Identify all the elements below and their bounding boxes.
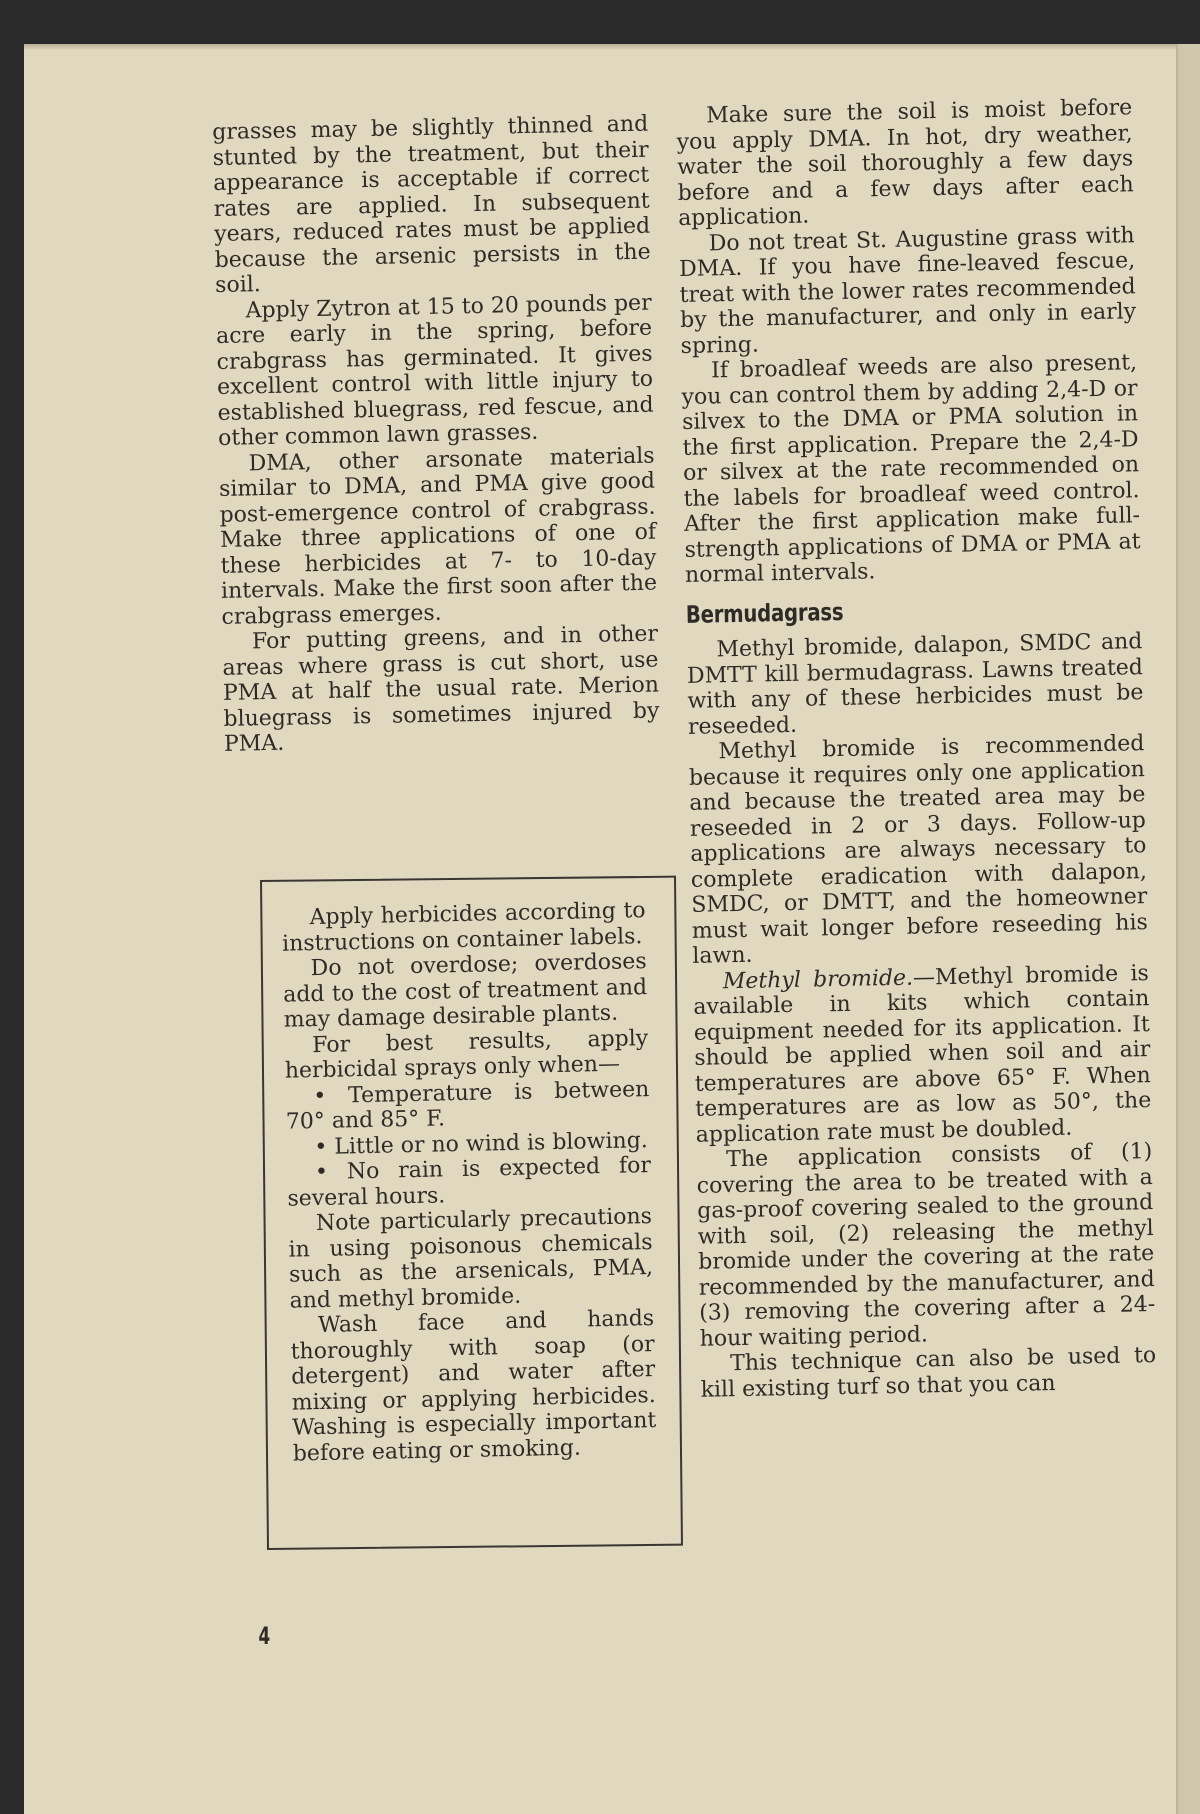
notice-paragraph: Note particularly precautions in using poisonous chemicals such as the arsenicals, PMA, and methyl bromide. (288, 1204, 654, 1314)
paragraph: Apply Zytron at 15 to 20 pounds per acre early in the spring, before crabgrass has germinated. It gives excellent control with little injury to established bluegrass, red fescue, and other common lawn grasses. (215, 290, 654, 451)
notice-bullet: • Temperature is between 70° and 85° F. (285, 1076, 650, 1135)
page-number: 4 (258, 1622, 271, 1650)
notice-paragraph: For best results, apply herbicidal sprays only when— (284, 1025, 649, 1084)
paragraph: For putting greens, and in other areas where grass is cut short, use PMA at half the usual rate. Merion bluegrass is sometimes injured by PMA. (222, 621, 660, 757)
page-shadow (24, 44, 1180, 50)
paragraph: grasses may be slightly thinned and stunted by the treatment, but their appearance is acceptable if correct rates are applied. In subsequent years, reduced rates must be applied because the arsenic persists in the soil. (212, 111, 651, 298)
paragraph: The application consists of (1) covering the area to be treated with a gas-proof covering sealed to the ground with soil, (2) releasing the methyl bromide under the covering at the rate recommended by the manufacturer, and (3) removing the covering after a 24-hour waiting period. (696, 1139, 1156, 1352)
paragraph: Methyl bromide is recommended because it requires only one application and because the treated area may be reseeded in 2 or 3 days. Follow-up applications are always necessary to complete eradication with dalapon, SMDC, or DMTT, and the homeowner must wait longer before reseeding his lawn. (688, 731, 1149, 969)
right-column (676, 95, 1157, 1403)
paragraph: Make sure the soil is moist before you apply DMA. In hot, dry weather, water the soil thoroughly a few days before and a few days after each application. (676, 95, 1134, 231)
run-in-text: —Methyl bromide is available in kits which contain equipment needed for its application. It should be applied when soil and air temperatures are above 65° F. When temperatures are as low as 50°, the application rate must be doubled. (693, 960, 1152, 1148)
left-column (212, 112, 660, 758)
paragraph-methyl-bromide (693, 961, 1152, 1148)
paragraph: Methyl bromide, dalapon, SMDC and DMTT kill bermudagrass. Lawns treated with any of these herbicides must be reseeded. (686, 629, 1144, 740)
notice-text (281, 898, 657, 1467)
next-page-edge (1176, 44, 1200, 1814)
notice-box (260, 876, 683, 1550)
notice-bullet: • No rain is expected for several hours. (287, 1153, 652, 1212)
notice-paragraph: Do not overdose; overdoses add to the cost of treatment and may damage desirable plants. (282, 949, 648, 1033)
run-in-heading: Methyl bromide. (722, 965, 914, 994)
notice-bullet: • Little or no wind is blowing. (314, 1127, 649, 1160)
notice-paragraph: Wash face and hands thoroughly with soap (or detergent) and water after mixing or applying herbicides. Washing is especially important before eating or smoking. (290, 1305, 657, 1467)
paragraph: This technique can also be used to kill existing turf so that you can (700, 1343, 1157, 1403)
paragraph: If broadleaf weeds are also present, you can control them by adding 2,4-D or silvex to the DMA or PMA solution in the first application. Prepare the 2,4-D or silvex at the rate recommended on the labels for broadleaf weed control. After the first application make full-strength applications of DMA or PMA at normal intervals. (681, 350, 1141, 588)
paragraph: Do not treat St. Augustine grass with DMA. If you have fine-leaved fescue, treat with the lower rates recommended by the manufacturer, and only in early spring. (678, 222, 1137, 359)
paragraph: DMA, other arsonate materials similar to DMA, and PMA give good post-emergence control of crabgrass. Make three applications of one of these herbicides at 7- to 10-day intervals. Make the first soon after the crabgrass emerges. (218, 443, 658, 630)
section-heading: Bermudagrass (685, 597, 844, 629)
notice-paragraph: Apply herbicides according to instructions on container labels. (281, 898, 646, 957)
